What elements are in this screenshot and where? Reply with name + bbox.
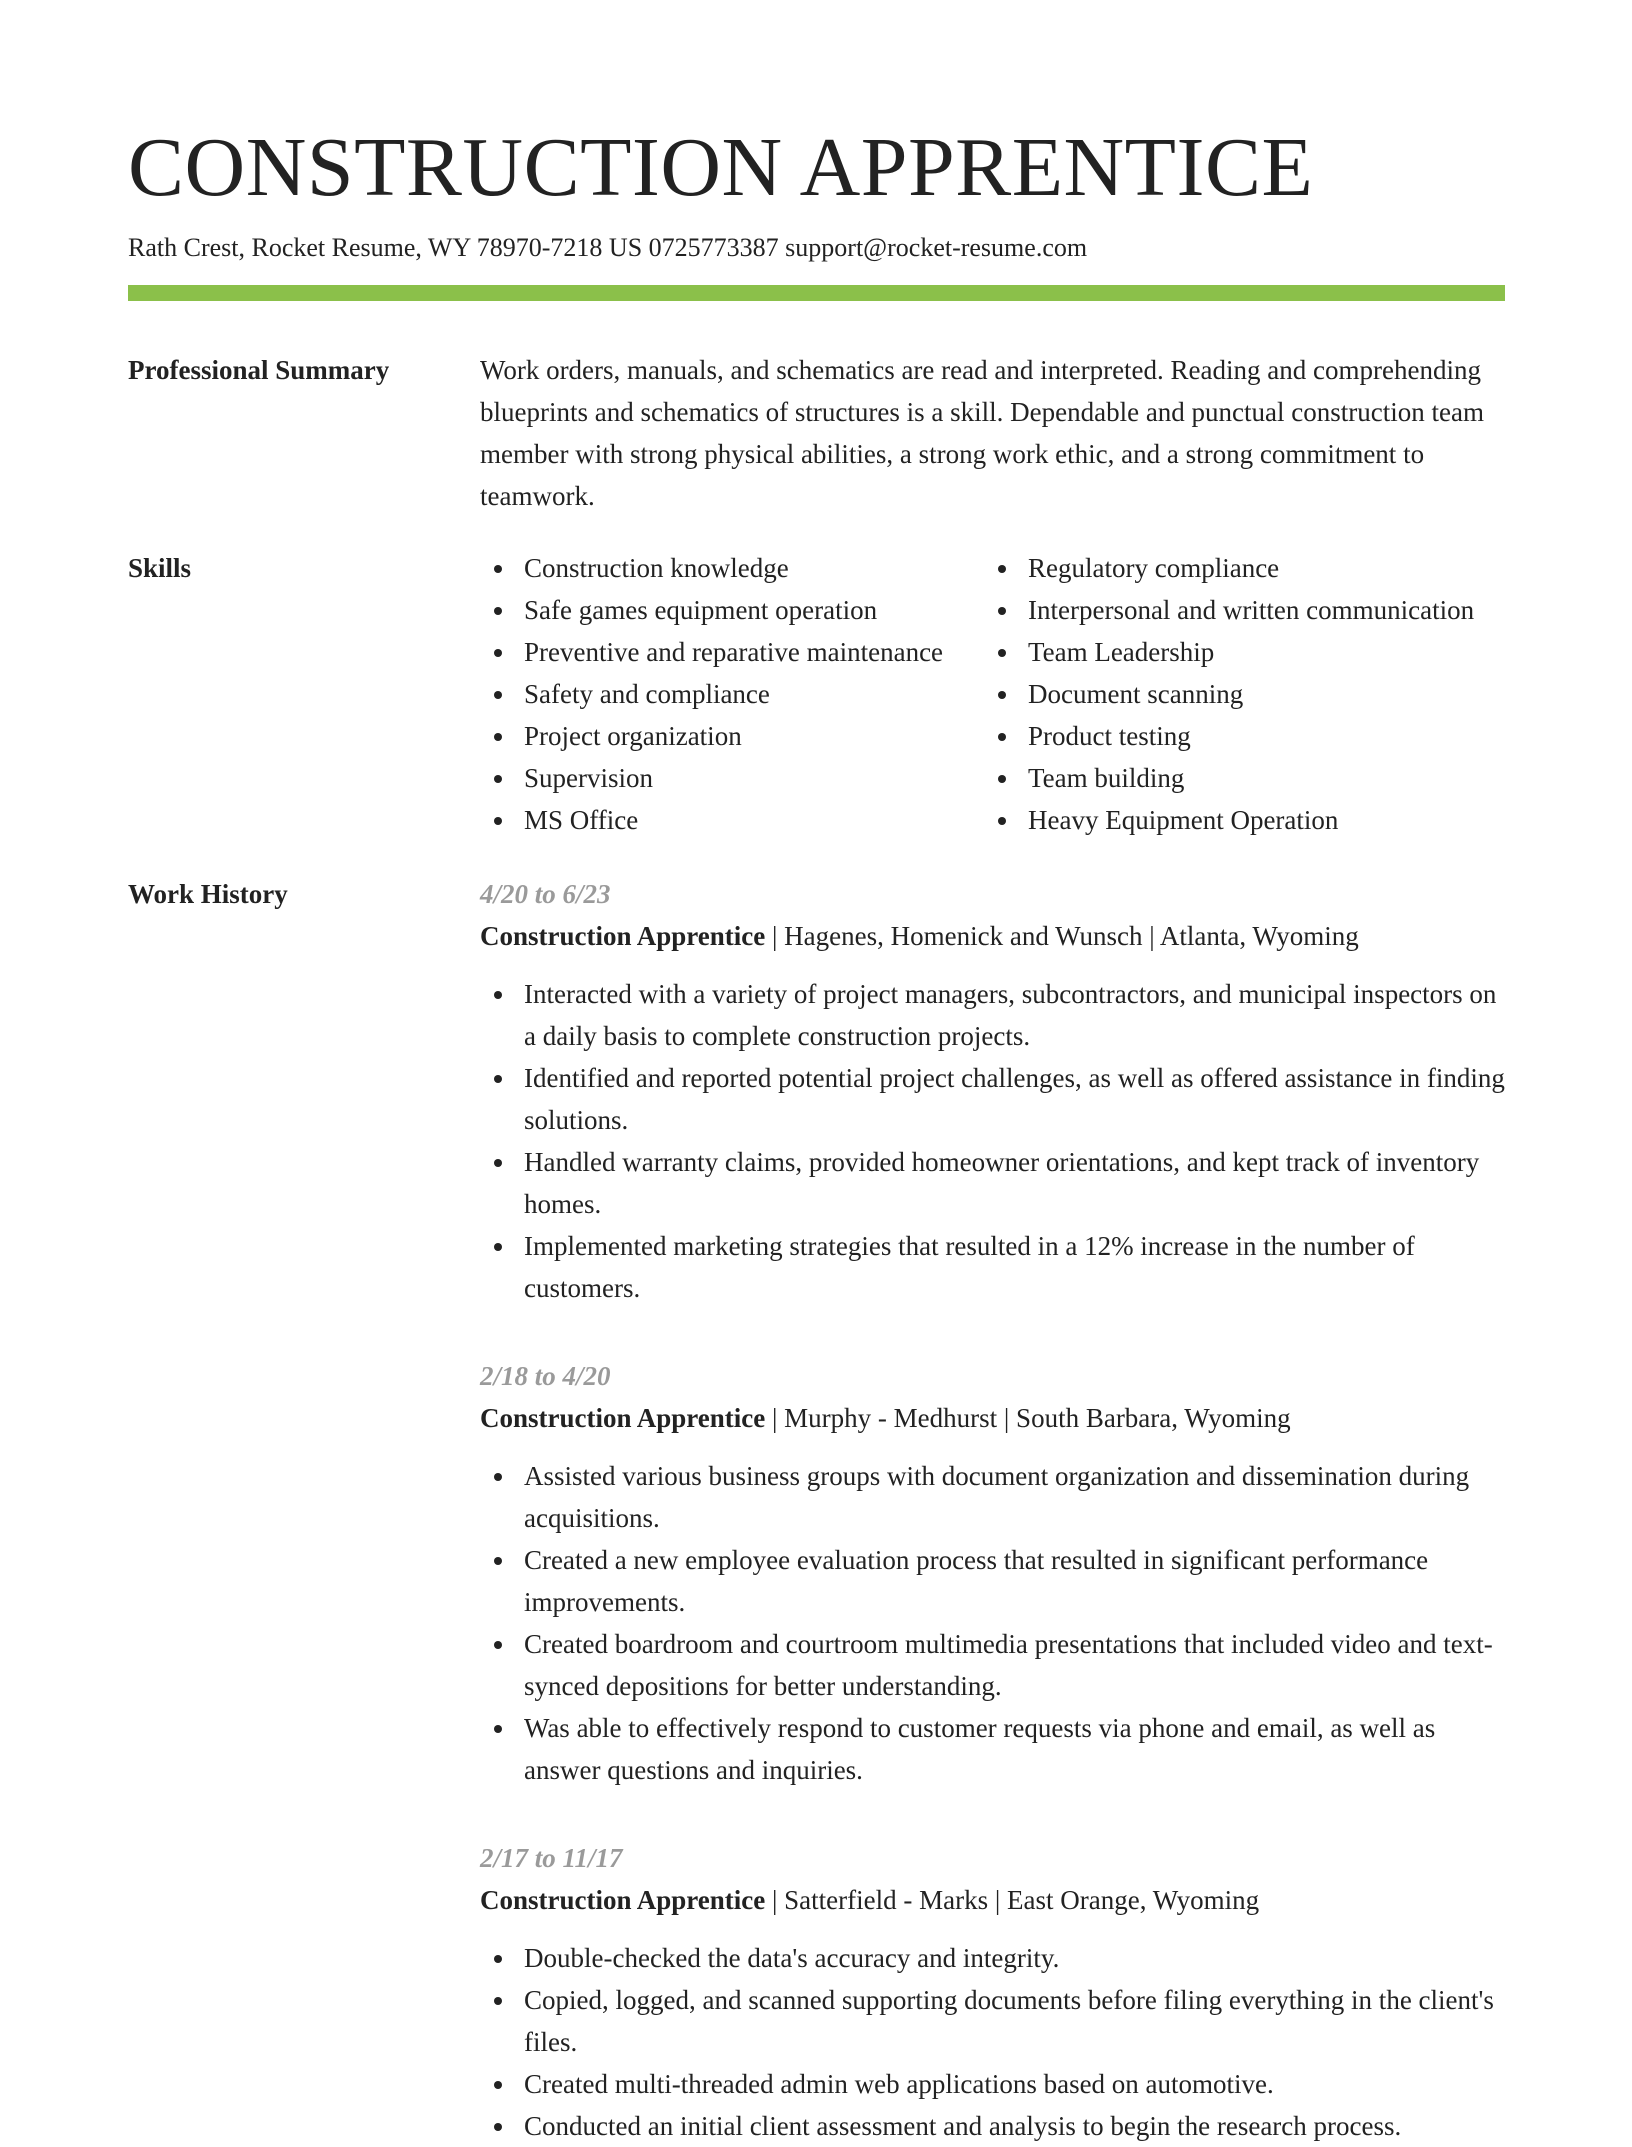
section-label-skills: Skills bbox=[128, 553, 192, 583]
skill-item: Team building bbox=[984, 757, 1505, 799]
summary-text: Work orders, manuals, and schematics are read and interpreted. Reading and comprehending blueprints and schematics of structures is a skill. Dependable and punctual construction team member with strong physical abilities, a strong work ethic, and a strong commitment to teamwork. bbox=[480, 355, 1484, 511]
job-dates: 2/18 to 4/20 bbox=[480, 1361, 611, 1391]
work-history-body bbox=[480, 873, 1505, 2147]
skill-item: Team Leadership bbox=[984, 631, 1505, 673]
job-bullet-list bbox=[480, 973, 1505, 1309]
skill-item: Document scanning bbox=[984, 673, 1505, 715]
job-bullet: Was able to effectively respond to customer requests via phone and email, as well as answer questions and inquiries. bbox=[480, 1707, 1505, 1791]
job-bullet-list bbox=[480, 1455, 1505, 1791]
job-title: Construction Apprentice bbox=[480, 1885, 766, 1915]
skills-columns bbox=[480, 547, 1505, 841]
job-bullet-list bbox=[480, 1937, 1505, 2147]
skill-item: Preventive and reparative maintenance bbox=[480, 631, 984, 673]
job-bullet: Implemented marketing strategies that resulted in a 12% increase in the number of customers. bbox=[480, 1225, 1505, 1309]
skill-item: Product testing bbox=[984, 715, 1505, 757]
skills-column-right bbox=[984, 547, 1505, 841]
job-entry bbox=[480, 873, 1505, 1309]
skill-item: Interpersonal and written communication bbox=[984, 589, 1505, 631]
job-heading bbox=[480, 1879, 1505, 1921]
skill-item: Heavy Equipment Operation bbox=[984, 799, 1505, 841]
job-bullet: Double-checked the data's accuracy and integrity. bbox=[480, 1937, 1505, 1979]
job-bullet: Conducted an initial client assessment and analysis to begin the research process. bbox=[480, 2105, 1505, 2147]
skill-item: Supervision bbox=[480, 757, 984, 799]
job-bullet: Assisted various business groups with document organization and dissemination during acquisitions. bbox=[480, 1455, 1505, 1539]
job-bullet: Identified and reported potential project challenges, as well as offered assistance in finding solutions. bbox=[480, 1057, 1505, 1141]
job-bullet: Created a new employee evaluation process that resulted in significant performance improvements. bbox=[480, 1539, 1505, 1623]
accent-divider bbox=[128, 285, 1505, 301]
skill-item: Regulatory compliance bbox=[984, 547, 1505, 589]
job-entry bbox=[480, 1837, 1505, 2147]
skill-item: Construction knowledge bbox=[480, 547, 984, 589]
job-bullet: Created multi-threaded admin web applications based on automotive. bbox=[480, 2063, 1505, 2105]
skill-item: Safe games equipment operation bbox=[480, 589, 984, 631]
job-bullet: Copied, logged, and scanned supporting documents before filing everything in the client's files. bbox=[480, 1979, 1505, 2063]
job-title: Construction Apprentice bbox=[480, 921, 766, 951]
job-bullet: Handled warranty claims, provided homeowner orientations, and kept track of inventory homes. bbox=[480, 1141, 1505, 1225]
summary-body bbox=[480, 349, 1505, 517]
job-entry bbox=[480, 1355, 1505, 1791]
section-label-summary: Professional Summary bbox=[128, 355, 390, 385]
job-heading bbox=[480, 915, 1505, 957]
job-employer-location: | Hagenes, Homenick and Wunsch | Atlanta, Wyoming bbox=[765, 921, 1359, 951]
job-bullet: Created boardroom and courtroom multimedia presentations that included video and text-synced depositions for better understanding. bbox=[480, 1623, 1505, 1707]
job-employer-location: | Satterfield - Marks | East Orange, Wyoming bbox=[765, 1885, 1260, 1915]
resume-title: CONSTRUCTION APPRENTICE bbox=[128, 121, 1314, 214]
job-dates: 2/17 to 11/17 bbox=[480, 1843, 623, 1873]
skill-item: MS Office bbox=[480, 799, 984, 841]
skills-column-left bbox=[480, 547, 984, 841]
job-title: Construction Apprentice bbox=[480, 1403, 766, 1433]
job-bullet: Interacted with a variety of project managers, subcontractors, and municipal inspectors on a daily basis to complete construction projects. bbox=[480, 973, 1505, 1057]
skills-body bbox=[480, 547, 1505, 841]
skill-item: Safety and compliance bbox=[480, 673, 984, 715]
job-dates: 4/20 to 6/23 bbox=[480, 879, 611, 909]
contact-info: Rath Crest, Rocket Resume, WY 78970-7218 US 0725773387 support@rocket-resume.com bbox=[128, 233, 1088, 262]
job-employer-location: | Murphy - Medhurst | South Barbara, Wyoming bbox=[765, 1403, 1291, 1433]
skill-item: Project organization bbox=[480, 715, 984, 757]
section-label-work-history: Work History bbox=[128, 879, 288, 909]
job-heading bbox=[480, 1397, 1505, 1439]
